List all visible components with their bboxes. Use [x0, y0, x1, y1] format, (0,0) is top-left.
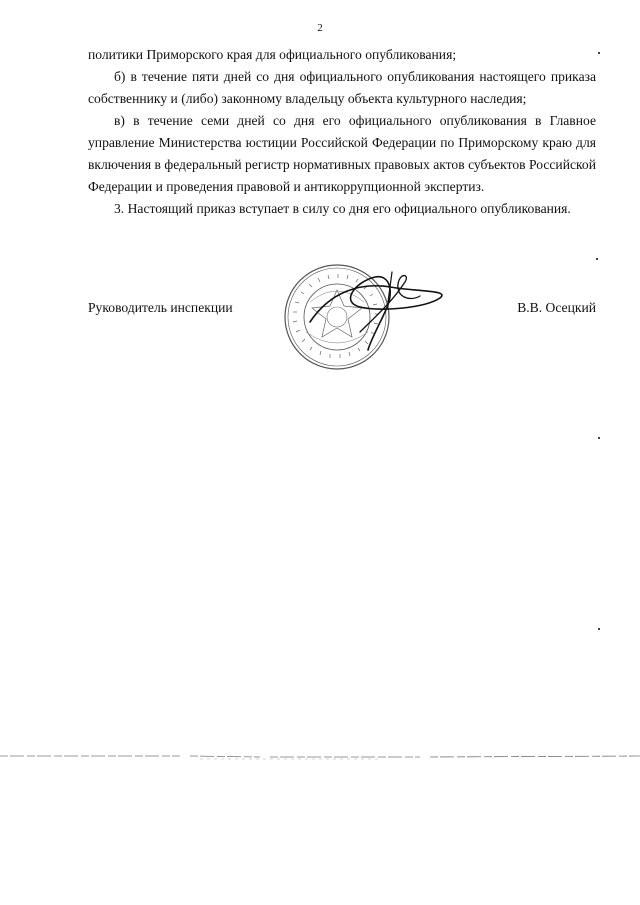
paragraph-item-b: б) в течение пяти дней со дня официального опубликования настоящего приказа собственнику и (либо) законному владельцу объекта культурного наследия;	[88, 69, 596, 106]
scan-dot	[596, 258, 598, 260]
document-body	[88, 44, 596, 220]
scan-dot	[598, 437, 600, 439]
scan-dot	[598, 52, 600, 54]
scan-line-artifact	[0, 750, 640, 764]
handwritten-signature	[300, 262, 460, 352]
paragraph-item-v: в) в течение семи дней со дня его официального опубликования в Главное управление Министерства юстиции Российской Федерации по Приморскому краю для включения в федеральный регистр нормативных правовых актов субъектов Российской Федерации и проведения правовой и антикоррупционной экспертиз.	[88, 113, 596, 194]
page-number: 2	[317, 22, 323, 34]
paragraph-clause-3: 3. Настоящий приказ вступает в силу со дня его официального опубликования.	[114, 201, 571, 216]
paragraph-continuation: политики Приморского края для официального опубликования;	[88, 47, 457, 62]
scan-dot	[598, 628, 600, 630]
signatory-name: В.В. Осецкий	[517, 300, 596, 315]
signatory-title: Руководитель инспекции	[88, 300, 233, 315]
